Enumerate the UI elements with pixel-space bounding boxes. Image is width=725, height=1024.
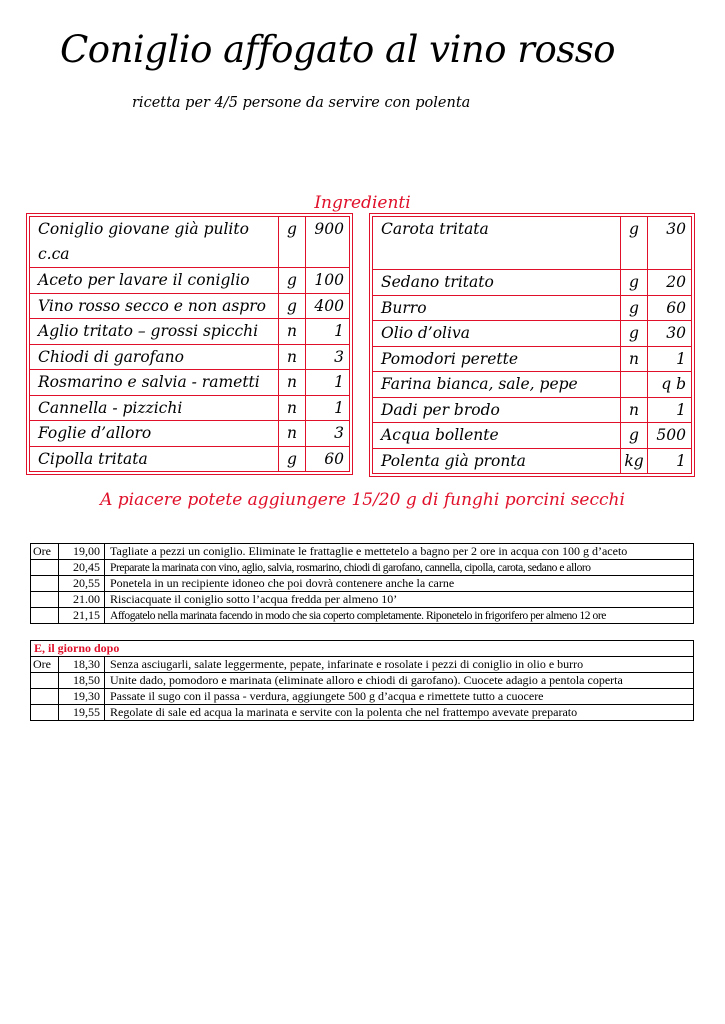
step-time: 19,30 <box>59 689 105 705</box>
ingredient-name: Cannella - pizzichi <box>30 395 279 421</box>
step-row <box>31 657 694 673</box>
page-title: Coniglio affogato al vino rosso <box>60 28 615 71</box>
ingredient-name <box>30 217 279 268</box>
step-text: Preparate la marinata con vino, aglio, salvia, rosmarino, chiodi di garofano, cannella, cipolla, carota, sedano e alloro <box>105 560 694 576</box>
step-text: Unite dado, pomodoro e marinata (eliminate alloro e chiodi di garofano). Cuocete adagio a pentola coperta <box>105 673 694 689</box>
ingredient-name: Chiodi di garofano <box>30 344 279 370</box>
ingredient-qty: 30 <box>648 217 692 270</box>
ingredient-unit: g <box>621 295 648 321</box>
ingredient-qty: 1 <box>306 370 350 396</box>
day2-heading: E, il giorno dopo <box>31 641 694 657</box>
step-time: 18,30 <box>59 657 105 673</box>
ingredient-row <box>373 372 692 398</box>
ore-empty <box>31 592 59 608</box>
ingredient-qty: 400 <box>306 293 350 319</box>
step-time: 19,55 <box>59 705 105 721</box>
step-time: 19,00 <box>59 544 105 560</box>
ingredient-qty: 1 <box>648 346 692 372</box>
ingredient-row <box>373 270 692 296</box>
ore-label: Ore <box>31 544 59 560</box>
ingredient-qty: 60 <box>306 446 350 472</box>
ingredient-name: Carota tritata <box>373 217 621 270</box>
step-time: 20,55 <box>59 576 105 592</box>
ingredient-unit: g <box>279 268 306 294</box>
ingredient-name: Dadi per brodo <box>373 397 621 423</box>
ingredients-table-right <box>372 216 692 474</box>
ingredient-unit: g <box>279 217 306 268</box>
ingredient-row <box>30 344 350 370</box>
ingredient-unit: g <box>279 446 306 472</box>
ingredient-row <box>30 268 350 294</box>
ingredient-row <box>373 346 692 372</box>
ingredient-unit: kg <box>621 448 648 474</box>
ingredient-unit: g <box>621 270 648 296</box>
page-subtitle: ricetta per 4/5 persone da servire con polenta <box>132 95 471 111</box>
ingredient-qty: 1 <box>306 395 350 421</box>
ingredient-name: Cipolla tritata <box>30 446 279 472</box>
ingredients-table-left <box>29 216 350 472</box>
step-row <box>31 608 694 624</box>
ingredient-name: Acqua bollente <box>373 423 621 449</box>
step-time: 20,45 <box>59 560 105 576</box>
step-text: Risciacquate il coniglio sotto l’acqua fredda per almeno 10’ <box>105 592 694 608</box>
ingredient-name: Burro <box>373 295 621 321</box>
steps-table-day1 <box>30 543 694 624</box>
ingredient-name: Olio d’oliva <box>373 321 621 347</box>
step-text: Regolate di sale ed acqua la marinata e servite con la polenta che nel frattempo avevate preparato <box>105 705 694 721</box>
ingredient-qty: 3 <box>306 421 350 447</box>
ingredient-name: Aglio tritato – grossi spicchi <box>30 319 279 345</box>
ore-empty <box>31 673 59 689</box>
step-time: 21.00 <box>59 592 105 608</box>
step-row <box>31 560 694 576</box>
ingredient-unit: g <box>621 423 648 449</box>
step-row <box>31 576 694 592</box>
ingredient-name: Aceto per lavare il coniglio <box>30 268 279 294</box>
ingredient-name-line2: c.ca <box>38 245 70 263</box>
ingredient-row <box>373 321 692 347</box>
ingredient-unit: n <box>279 344 306 370</box>
ingredient-row <box>373 217 692 270</box>
ingredient-name: Vino rosso secco e non aspro <box>30 293 279 319</box>
ingredient-qty: 100 <box>306 268 350 294</box>
step-text: Passate il sugo con il passa - verdura, aggiungete 500 g d’acqua e rimettete tutto a cuocere <box>105 689 694 705</box>
ingredient-unit: n <box>621 346 648 372</box>
step-row <box>31 689 694 705</box>
ingredient-name: Pomodori perette <box>373 346 621 372</box>
ingredient-qty: 30 <box>648 321 692 347</box>
ingredient-row <box>373 397 692 423</box>
ingredient-name: Polenta già pronta <box>373 448 621 474</box>
day2-heading-row <box>31 641 694 657</box>
ingredient-qty: 20 <box>648 270 692 296</box>
ingredient-row <box>30 319 350 345</box>
ingredient-qty: 3 <box>306 344 350 370</box>
ingredient-qty: 1 <box>648 397 692 423</box>
ingredient-unit: n <box>279 421 306 447</box>
ingredient-row <box>373 423 692 449</box>
ingredient-name: Rosmarino e salvia - rametti <box>30 370 279 396</box>
ingredient-name-line1: Coniglio giovane già pulito <box>38 220 249 238</box>
ore-empty <box>31 608 59 624</box>
step-row <box>31 592 694 608</box>
ingredient-unit: n <box>279 395 306 421</box>
ingredient-unit: g <box>621 217 648 270</box>
ingredient-row <box>30 446 350 472</box>
ingredient-row <box>30 421 350 447</box>
ore-empty <box>31 576 59 592</box>
step-row <box>31 673 694 689</box>
step-time: 18,50 <box>59 673 105 689</box>
step-text: Ponetela in un recipiente idoneo che poi dovrà contenere anche la carne <box>105 576 694 592</box>
ingredient-qty: 60 <box>648 295 692 321</box>
ingredient-name: Farina bianca, sale, pepe <box>373 372 621 398</box>
ingredient-unit: g <box>621 321 648 347</box>
step-time: 21,15 <box>59 608 105 624</box>
ingredient-row <box>373 448 692 474</box>
ingredient-row <box>30 293 350 319</box>
ingredient-qty: q b <box>648 372 692 398</box>
ingredients-heading: Ingredienti <box>314 193 411 213</box>
ingredient-row <box>30 370 350 396</box>
ingredient-unit: n <box>279 370 306 396</box>
ore-empty <box>31 705 59 721</box>
ore-empty <box>31 689 59 705</box>
ingredient-unit: n <box>279 319 306 345</box>
ingredient-name: Sedano tritato <box>373 270 621 296</box>
ore-label: Ore <box>31 657 59 673</box>
ore-empty <box>31 560 59 576</box>
ingredient-qty: 900 <box>306 217 350 268</box>
ingredient-row <box>30 217 350 268</box>
step-row <box>31 705 694 721</box>
ingredient-unit <box>621 372 648 398</box>
step-text: Affogatelo nella marinata facendo in modo che sia coperto completamente. Riponetelo in frigorifero per almeno 12 ore <box>105 608 694 624</box>
ingredient-name: Foglie d’alloro <box>30 421 279 447</box>
step-text: Senza asciugarli, salate leggermente, pepate, infarinate e rosolate i pezzi di coniglio in olio e burro <box>105 657 694 673</box>
ingredient-qty: 1 <box>306 319 350 345</box>
steps-table-day2 <box>30 640 694 721</box>
ingredient-unit: n <box>621 397 648 423</box>
ingredient-row <box>30 395 350 421</box>
ingredient-unit: g <box>279 293 306 319</box>
ingredient-qty: 500 <box>648 423 692 449</box>
optional-note: A piacere potete aggiungere 15/20 g di funghi porcini secchi <box>100 490 625 510</box>
ingredient-qty: 1 <box>648 448 692 474</box>
ingredient-row <box>373 295 692 321</box>
step-text: Tagliate a pezzi un coniglio. Eliminate le frattaglie e mettetelo a bagno per 2 ore in acqua con 100 g d’aceto <box>105 544 694 560</box>
step-row <box>31 544 694 560</box>
